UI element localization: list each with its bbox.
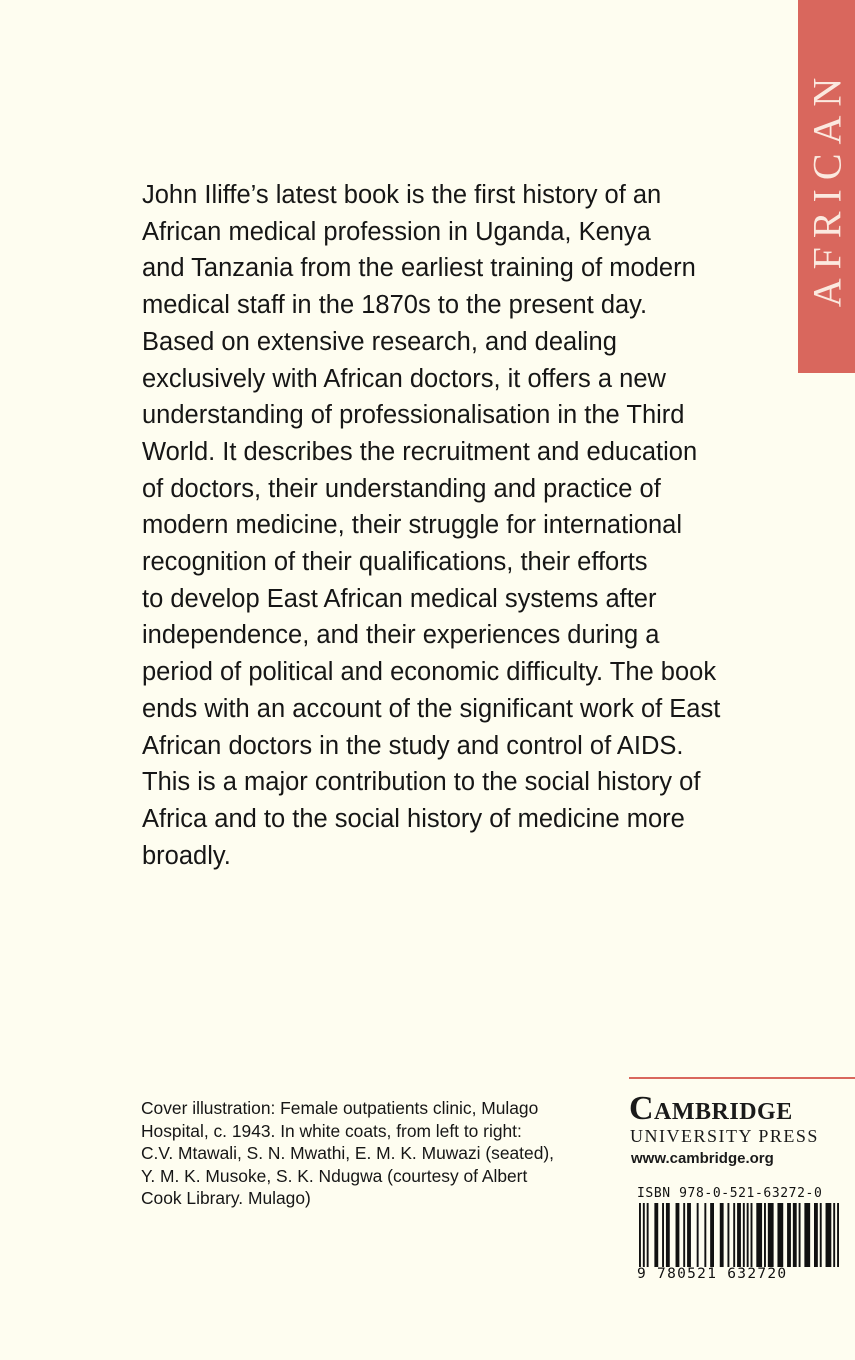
spine-label: AFRICAN [804,68,849,308]
barcode-bar [683,1203,685,1267]
blurb-line: of doctors, their understanding and practice of [142,474,661,503]
barcode-bar [654,1203,658,1267]
blurb-line: African medical profession in Uganda, Kenya [142,217,651,246]
publisher-url[interactable]: www.cambridge.org [631,1150,774,1167]
caption-line: Cover illustration: Female outpatients clinic, Mulago [141,1098,539,1118]
blurb-line: World. It describes the recruitment and education [142,437,698,466]
publisher-subtitle: UNIVERSITY PRESS [630,1126,819,1146]
caption-line: Y. M. K. Musoke, S. K. Ndugwa (courtesy of Albert [141,1165,528,1186]
barcode-bar [833,1203,835,1267]
barcode-bar [826,1203,832,1267]
barcode-bar [697,1203,699,1267]
publisher-rule [629,1077,855,1079]
blurb-line: modern medicine, their struggle for international [142,511,683,540]
barcode-bar [676,1203,680,1267]
barcode-bar [804,1203,810,1267]
barcode-bar [639,1203,641,1267]
isbn-label: ISBN 978-0-521-63272-0 [637,1186,823,1201]
barcode-bar [710,1203,714,1267]
barcode-bar [733,1203,735,1267]
spine-tab [798,0,855,373]
barcode-bar [747,1203,749,1267]
blurb-line: exclusively with African doctors, it offers a new [142,364,666,393]
blurb-line: recognition of their qualifications, their efforts [142,548,648,577]
blurb-text [142,177,782,874]
blurb-line: ends with an account of the significant work of East [142,694,721,723]
cover-caption [141,1097,611,1210]
blurb-line: medical staff in the 1870s to the present day. [142,291,648,320]
barcode-bar [704,1203,706,1267]
barcode-bar [727,1203,729,1267]
barcode-bar [743,1203,745,1267]
barcode-bar [737,1203,741,1267]
blurb-line: to develop East African medical systems after [142,584,657,613]
barcode-bar [687,1203,691,1267]
blurb-line: broadly. [142,841,231,870]
barcode-bar [814,1203,818,1267]
caption-line: C.V. Mtawali, S. N. Mwathi, E. M. K. Muwazi (seated), [141,1143,554,1163]
barcode-bar [799,1203,801,1267]
barcode-bars [636,1203,842,1267]
blurb-line: period of political and economic difficulty. The book [142,658,717,687]
barcode-bar [787,1203,791,1267]
blurb-line: Based on extensive research, and dealing [142,327,617,356]
barcode-digits: 9 780521 632720 [637,1266,788,1282]
barcode-bar [756,1203,762,1267]
caption-line: Cook Library. Mulago) [141,1188,311,1208]
barcode-bar [643,1203,645,1267]
publisher-name: Cambridge [629,1090,793,1127]
blurb-line: John Iliffe’s latest book is the first history of an [142,181,662,209]
barcode-bar [647,1203,649,1267]
blurb-line: African doctors in the study and control of AIDS. [142,731,684,760]
caption-line: Hospital, c. 1943. In white coats, from left to right: [141,1120,522,1141]
barcode-bar [751,1203,753,1267]
barcode-bar [793,1203,797,1267]
barcode-bar [764,1203,766,1267]
barcode-bar [662,1203,664,1267]
blurb-line: independence, and their experiences during a [142,621,660,650]
barcode-bar [768,1203,774,1267]
blurb-line: and Tanzania from the earliest training of modern [142,254,696,283]
barcode-bar [820,1203,822,1267]
barcode-bar [666,1203,670,1267]
blurb-line: understanding of professionalisation in the Third [142,401,685,430]
barcode-bar [720,1203,724,1267]
barcode-bar [777,1203,783,1267]
blurb-line: This is a major contribution to the social history of [142,768,701,797]
barcode-bar [837,1203,839,1267]
blurb-line: Africa and to the social history of medicine more [142,804,685,833]
